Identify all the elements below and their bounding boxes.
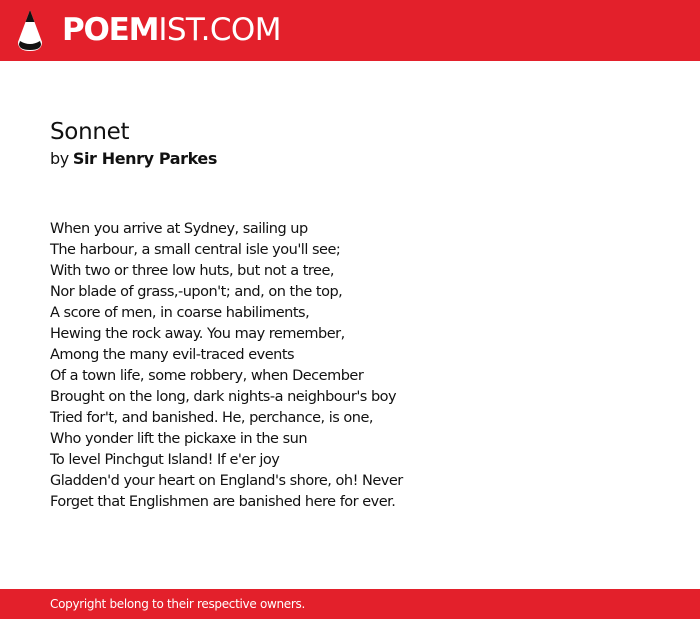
site-logo[interactable] xyxy=(62,12,281,48)
poem-line: Forget that Englishmen are banished here for ever. xyxy=(50,494,396,510)
poem-line: To level Pinchgut Island! If e'er joy xyxy=(50,452,280,468)
copyright-notice: Copyright belong to their respective owners. xyxy=(50,597,305,611)
poem-line: When you arrive at Sydney, sailing up xyxy=(50,221,308,237)
poem-line: A score of men, in coarse habiliments, xyxy=(50,305,310,321)
poem-line: Brought on the long, dark nights-a neighbour's boy xyxy=(50,389,397,405)
poem-line: Among the many evil-traced events xyxy=(50,347,295,363)
poem-line: Hewing the rock away. You may remember, xyxy=(50,326,345,342)
poem-line: Nor blade of grass,-upon't; and, on the top, xyxy=(50,284,343,300)
poem-body xyxy=(50,219,403,513)
poem-line: Gladden'd your heart on England's shore, oh! Never xyxy=(50,473,403,489)
logo-brand-bold: POEM xyxy=(62,12,159,48)
poem-line: With two or three low huts, but not a tree, xyxy=(50,263,334,279)
site-header xyxy=(0,0,700,61)
poem-line: Who yonder lift the pickaxe in the sun xyxy=(50,431,308,447)
poem-title: Sonnet xyxy=(50,119,130,145)
poem-line: Tried for't, and banished. He, perchance, is one, xyxy=(50,410,374,426)
site-footer xyxy=(0,589,700,619)
poem-byline xyxy=(50,149,217,169)
logo-brand-light: IST.COM xyxy=(158,12,281,48)
pencil-tip-icon xyxy=(17,9,43,52)
poem-line: Of a town life, some robbery, when December xyxy=(50,368,364,384)
poem-author: Sir Henry Parkes xyxy=(72,149,217,168)
by-label: by xyxy=(50,149,69,168)
poem-line: The harbour, a small central isle you'll see; xyxy=(50,242,341,258)
